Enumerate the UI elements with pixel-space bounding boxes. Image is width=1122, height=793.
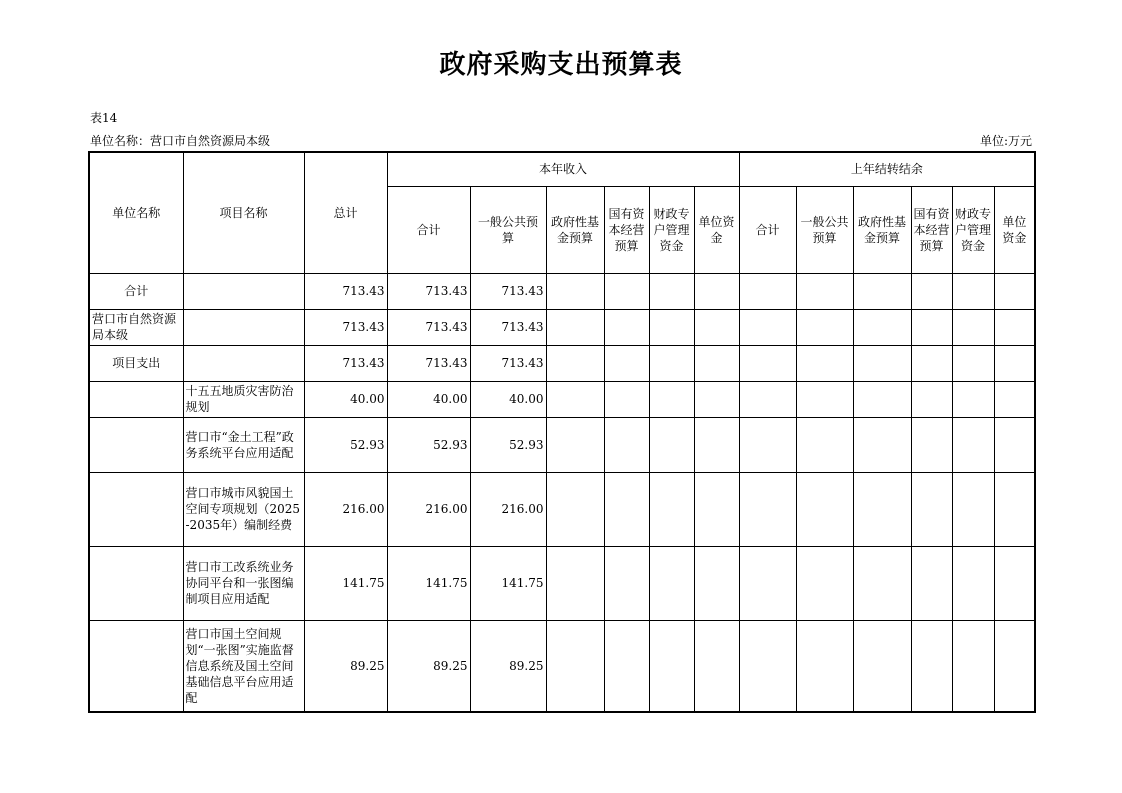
cell-total: 713.43: [304, 273, 387, 309]
table-row: [89, 345, 1035, 381]
cell-total: 713.43: [304, 345, 387, 381]
cell-cy-fiscal-special: [649, 381, 694, 417]
cell-py-fund-budget: [853, 620, 911, 712]
table-row: [89, 417, 1035, 472]
table-row: [89, 273, 1035, 309]
table-row: [89, 472, 1035, 546]
cell-cy-unit-funds: [694, 273, 739, 309]
cell-cy-fiscal-special: [649, 273, 694, 309]
cell-total: 713.43: [304, 309, 387, 345]
header-cy-fund-budget: 政府性基金预算: [546, 186, 604, 273]
unit-name-caption: 单位名称：营口市自然资源局本级: [90, 134, 271, 148]
cell-cy-state-capital: [604, 273, 649, 309]
cell-cy-general-budget: 713.43: [470, 309, 546, 345]
cell-total: 141.75: [304, 546, 387, 620]
table-row: [89, 546, 1035, 620]
cell-project-name: 营口市国土空间规划“一张图”实施监督信息系统及国土空间基础信息平台应用适配: [183, 620, 304, 712]
cell-cy-fund-budget: [546, 345, 604, 381]
cell-py-fiscal-special: [952, 273, 994, 309]
cell-project-name: 营口市“金土工程”政务系统平台应用适配: [183, 417, 304, 472]
cell-cy-state-capital: [604, 472, 649, 546]
procurement-budget-table: [88, 151, 1036, 713]
cell-total: 89.25: [304, 620, 387, 712]
cell-py-state-capital: [911, 620, 952, 712]
cell-cy-state-capital: [604, 381, 649, 417]
header-cy-general-budget: 一般公共预算: [470, 186, 546, 273]
cell-py-general-budget: [796, 309, 853, 345]
cell-py-fiscal-special: [952, 381, 994, 417]
cell-cy-general-budget: 216.00: [470, 472, 546, 546]
header-cy-unit-funds: 单位资金: [694, 186, 739, 273]
cell-cy-fund-budget: [546, 472, 604, 546]
table-row: [89, 309, 1035, 345]
cell-py-unit-funds: [994, 273, 1035, 309]
cell-unit-name: [89, 472, 183, 546]
table-row: [89, 620, 1035, 712]
cell-unit-name: [89, 620, 183, 712]
cell-cy-sum: 141.75: [387, 546, 470, 620]
cell-cy-fiscal-special: [649, 472, 694, 546]
header-prior-year-carryover: 上年结转结余: [739, 152, 1035, 186]
cell-unit-name: [89, 546, 183, 620]
cell-cy-sum: 52.93: [387, 417, 470, 472]
cell-py-state-capital: [911, 417, 952, 472]
cell-py-fiscal-special: [952, 546, 994, 620]
cell-cy-fund-budget: [546, 273, 604, 309]
cell-py-fund-budget: [853, 273, 911, 309]
page-title: 政府采购支出预算表: [439, 50, 683, 80]
table-body: [89, 273, 1035, 712]
cell-cy-fiscal-special: [649, 417, 694, 472]
cell-cy-state-capital: [604, 309, 649, 345]
cell-py-fiscal-special: [952, 620, 994, 712]
cell-py-unit-funds: [994, 472, 1035, 546]
cell-py-unit-funds: [994, 381, 1035, 417]
cell-unit-name: 项目支出: [89, 345, 183, 381]
cell-py-general-budget: [796, 381, 853, 417]
cell-total: 52.93: [304, 417, 387, 472]
cell-cy-fund-budget: [546, 417, 604, 472]
cell-unit-name: 合计: [89, 273, 183, 309]
header-cy-state-capital: 国有资本经营预算: [604, 186, 649, 273]
cell-py-fund-budget: [853, 417, 911, 472]
cell-py-general-budget: [796, 620, 853, 712]
cell-py-fiscal-special: [952, 417, 994, 472]
cell-py-fiscal-special: [952, 472, 994, 546]
cell-cy-fiscal-special: [649, 620, 694, 712]
cell-cy-sum: 713.43: [387, 273, 470, 309]
cell-py-fund-budget: [853, 381, 911, 417]
cell-cy-fund-budget: [546, 620, 604, 712]
cell-py-sum: [739, 546, 796, 620]
cell-cy-sum: 89.25: [387, 620, 470, 712]
header-cy-sum: 合计: [387, 186, 470, 273]
cell-unit-name: [89, 417, 183, 472]
cell-py-state-capital: [911, 309, 952, 345]
header-current-year-income: 本年收入: [387, 152, 739, 186]
cell-cy-fiscal-special: [649, 309, 694, 345]
header-total: 总计: [304, 152, 387, 273]
cell-project-name: 十五五地质灾害防治规划: [183, 381, 304, 417]
cell-py-general-budget: [796, 472, 853, 546]
cell-cy-unit-funds: [694, 546, 739, 620]
header-py-sum: 合计: [739, 186, 796, 273]
cell-cy-unit-funds: [694, 417, 739, 472]
cell-py-general-budget: [796, 273, 853, 309]
table-row: [89, 381, 1035, 417]
cell-py-unit-funds: [994, 546, 1035, 620]
cell-cy-general-budget: 52.93: [470, 417, 546, 472]
unit-of-measure: 单位:万元: [979, 134, 1032, 148]
cell-cy-unit-funds: [694, 309, 739, 345]
header-py-state-capital: 国有资本经营预算: [911, 186, 952, 273]
cell-cy-fiscal-special: [649, 345, 694, 381]
cell-cy-unit-funds: [694, 472, 739, 546]
cell-py-general-budget: [796, 417, 853, 472]
cell-py-fund-budget: [853, 546, 911, 620]
cell-cy-fund-budget: [546, 381, 604, 417]
cell-py-sum: [739, 417, 796, 472]
cell-cy-fiscal-special: [649, 546, 694, 620]
cell-cy-general-budget: 713.43: [470, 273, 546, 309]
cell-py-fiscal-special: [952, 345, 994, 381]
cell-cy-fund-budget: [546, 309, 604, 345]
cell-cy-sum: 216.00: [387, 472, 470, 546]
header-py-fund-budget: 政府性基金预算: [853, 186, 911, 273]
header-py-fiscal-special: 财政专户管理资金: [952, 186, 994, 273]
cell-py-general-budget: [796, 546, 853, 620]
cell-py-fund-budget: [853, 309, 911, 345]
header-py-unit-funds: 单位资金: [994, 186, 1035, 273]
cell-py-state-capital: [911, 546, 952, 620]
cell-cy-sum: 713.43: [387, 345, 470, 381]
cell-cy-sum: 713.43: [387, 309, 470, 345]
cell-py-unit-funds: [994, 620, 1035, 712]
cell-cy-state-capital: [604, 546, 649, 620]
cell-py-sum: [739, 381, 796, 417]
cell-project-name: [183, 273, 304, 309]
cell-unit-name: [89, 381, 183, 417]
cell-cy-unit-funds: [694, 345, 739, 381]
cell-cy-unit-funds: [694, 381, 739, 417]
cell-py-sum: [739, 472, 796, 546]
cell-total: 216.00: [304, 472, 387, 546]
cell-total: 40.00: [304, 381, 387, 417]
cell-py-state-capital: [911, 273, 952, 309]
cell-cy-state-capital: [604, 417, 649, 472]
cell-cy-fund-budget: [546, 546, 604, 620]
cell-py-sum: [739, 309, 796, 345]
header-cy-fiscal-special: 财政专户管理资金: [649, 186, 694, 273]
cell-py-fiscal-special: [952, 309, 994, 345]
header-py-general-budget: 一般公共预算: [796, 186, 853, 273]
header-unit-name: 单位名称: [89, 152, 183, 273]
cell-py-fund-budget: [853, 472, 911, 546]
header-project-name: 项目名称: [183, 152, 304, 273]
cell-py-state-capital: [911, 472, 952, 546]
cell-cy-general-budget: 141.75: [470, 546, 546, 620]
cell-cy-general-budget: 40.00: [470, 381, 546, 417]
cell-cy-sum: 40.00: [387, 381, 470, 417]
cell-py-unit-funds: [994, 417, 1035, 472]
cell-cy-state-capital: [604, 620, 649, 712]
cell-cy-general-budget: 89.25: [470, 620, 546, 712]
cell-cy-state-capital: [604, 345, 649, 381]
cell-project-name: [183, 309, 304, 345]
cell-py-sum: [739, 620, 796, 712]
cell-py-sum: [739, 345, 796, 381]
cell-py-sum: [739, 273, 796, 309]
cell-py-unit-funds: [994, 345, 1035, 381]
cell-project-name: 营口市城市风貌国土空间专项规划（2025-2035年）编制经费: [183, 472, 304, 546]
cell-py-fund-budget: [853, 345, 911, 381]
cell-cy-unit-funds: [694, 620, 739, 712]
cell-py-state-capital: [911, 381, 952, 417]
table-number: 表14: [90, 111, 118, 125]
cell-project-name: [183, 345, 304, 381]
cell-py-state-capital: [911, 345, 952, 381]
cell-unit-name: 营口市自然资源局本级: [89, 309, 183, 345]
cell-cy-general-budget: 713.43: [470, 345, 546, 381]
cell-project-name: 营口市工改系统业务协同平台和一张图编制项目应用适配: [183, 546, 304, 620]
cell-py-general-budget: [796, 345, 853, 381]
cell-py-unit-funds: [994, 309, 1035, 345]
